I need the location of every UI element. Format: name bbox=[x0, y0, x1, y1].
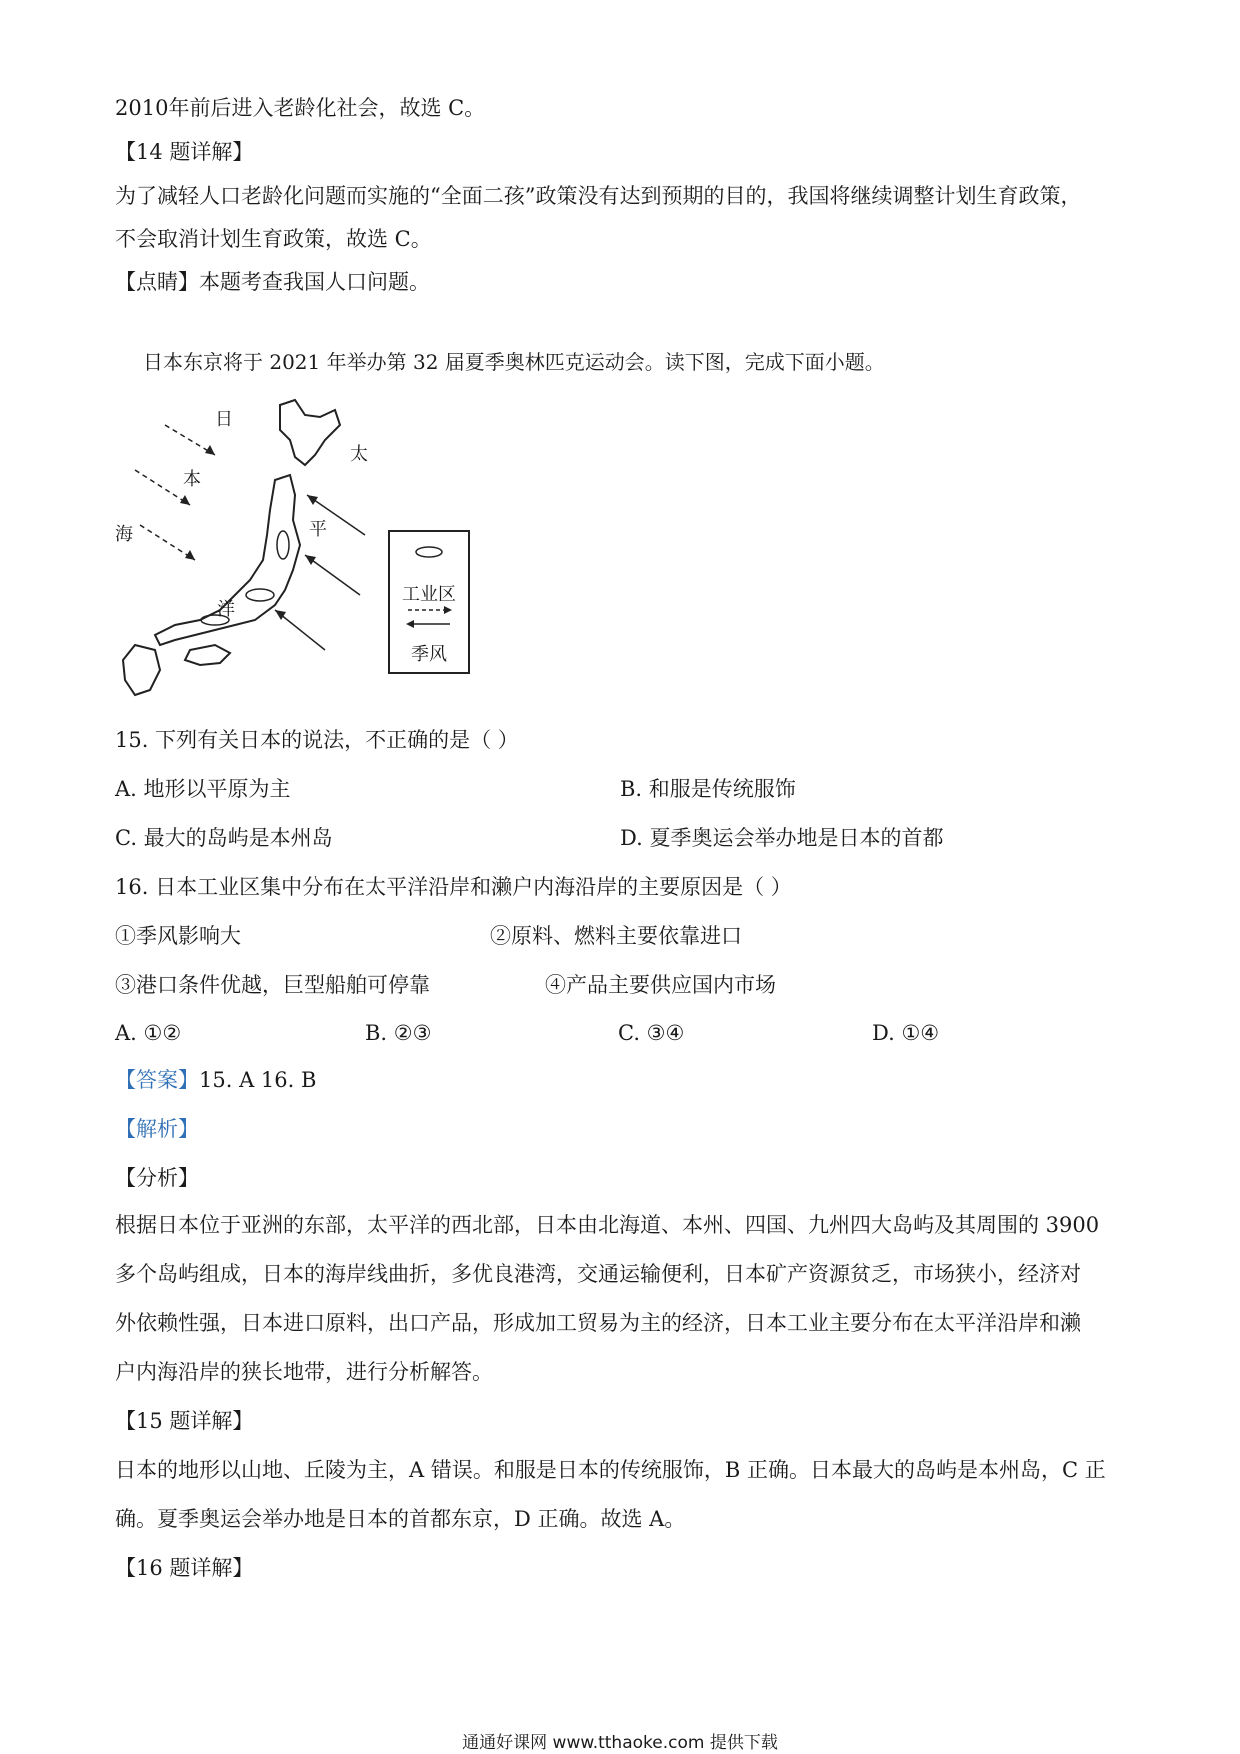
text-line: 不会取消计划生育政策，故选 C。 bbox=[115, 227, 432, 251]
question-15-stem: 15. 下列有关日本的说法，不正确的是（ ） bbox=[115, 728, 519, 752]
q15-option-c: C. 最大的岛屿是本州岛 bbox=[115, 826, 333, 850]
ocean-label: 平 bbox=[309, 519, 327, 540]
map-legend bbox=[388, 530, 470, 674]
q16-option-b: B. ②③ bbox=[365, 1021, 432, 1045]
hokkaido-shape bbox=[280, 400, 340, 465]
text-line: 确。夏季奥运会举办地是日本的首都东京，D 正确。故选 A。 bbox=[115, 1507, 686, 1531]
q15-option-d: D. 夏季奥运会举办地是日本的首都 bbox=[620, 826, 944, 850]
industrial-zone-mark bbox=[246, 589, 274, 601]
section-heading: 【14 题详解】 bbox=[115, 140, 254, 164]
ocean-label: 太 bbox=[350, 444, 368, 465]
text-line: 多个岛屿组成，日本的海岸线曲折，多优良港湾，交通运输便利，日本矿产资源贫乏，市场狭小，经济对 bbox=[115, 1262, 1081, 1286]
legend-industrial-label: 工业区 bbox=[402, 584, 456, 605]
sea-label: 日 bbox=[215, 409, 233, 430]
industrial-zone-mark bbox=[277, 531, 289, 559]
answer-line bbox=[115, 1068, 316, 1093]
shikoku-shape bbox=[185, 645, 230, 665]
section-heading: 【15 题详解】 bbox=[115, 1409, 254, 1433]
text-line: 2010年前后进入老龄化社会，故选 C。 bbox=[115, 96, 486, 120]
q16-statement-1: ①季风影响大 bbox=[115, 924, 241, 948]
q15-option-a: A. 地形以平原为主 bbox=[115, 777, 291, 801]
ocean-label: 洋 bbox=[217, 599, 235, 620]
text-line: 户内海沿岸的狭长地带，进行分析解答。 bbox=[115, 1360, 493, 1384]
winter-monsoon-arrow bbox=[135, 470, 190, 505]
answer-text: 15. A 16. B bbox=[199, 1068, 317, 1092]
q16-option-a: A. ①② bbox=[115, 1021, 182, 1045]
q16-option-d: D. ①④ bbox=[872, 1021, 940, 1045]
sea-label: 海 bbox=[115, 524, 133, 545]
kyushu-shape bbox=[123, 645, 160, 695]
text-line: 根据日本位于亚洲的东部，太平洋的西北部，日本由北海道、本州、四国、九州四大岛屿及其周围的 3900 bbox=[115, 1213, 1100, 1237]
summer-monsoon-arrowhead bbox=[275, 610, 286, 620]
summer-monsoon-arrowhead bbox=[307, 495, 318, 505]
question-intro: 日本东京将于 2021 年举办第 32 届夏季奥林匹克运动会。读下图，完成下面小题。 bbox=[143, 350, 885, 374]
analysis-tag: 【解析】 bbox=[115, 1117, 199, 1141]
q16-statement-3: ③港口条件优越，巨型船舶可停靠 bbox=[115, 973, 430, 997]
q15-option-b: B. 和服是传统服饰 bbox=[620, 777, 796, 801]
answer-tag: 【答案】 bbox=[115, 1068, 199, 1092]
legend-industrial-symbol bbox=[416, 547, 442, 557]
q16-option-c: C. ③④ bbox=[618, 1021, 685, 1045]
text-line: 日本的地形以山地、丘陵为主，A 错误。和服是日本的传统服饰，B 正确。日本最大的岛屿是本州岛，C 正 bbox=[115, 1458, 1106, 1482]
summer-monsoon-arrowhead bbox=[305, 555, 316, 565]
legend-winter-arrowhead bbox=[444, 606, 452, 614]
winter-monsoon-arrow bbox=[140, 525, 195, 560]
section-heading: 【分析】 bbox=[115, 1166, 199, 1190]
page-footer: 通通好课网 www.tthaoke.com 提供下载 bbox=[462, 1733, 778, 1753]
text-line: 【点睛】本题考查我国人口问题。 bbox=[115, 270, 430, 294]
section-heading: 【16 题详解】 bbox=[115, 1556, 254, 1580]
legend-summer-arrowhead bbox=[406, 620, 414, 628]
text-line: 外依赖性强，日本进口原料，出口产品，形成加工贸易为主的经济，日本工业主要分布在太平洋沿岸和濑 bbox=[115, 1311, 1081, 1335]
sea-label: 本 bbox=[183, 469, 201, 490]
q16-statement-2: ②原料、燃料主要依靠进口 bbox=[490, 924, 742, 948]
q16-statement-4: ④产品主要供应国内市场 bbox=[545, 973, 776, 997]
question-16-stem: 16. 日本工业区集中分布在太平洋沿岸和濑户内海沿岸的主要原因是（ ） bbox=[115, 875, 792, 899]
legend-monsoon-label: 季风 bbox=[411, 644, 447, 665]
text-line: 为了减轻人口老龄化问题而实施的“全面二孩”政策没有达到预期的目的，我国将继续调整计划生育政策， bbox=[115, 184, 1082, 208]
